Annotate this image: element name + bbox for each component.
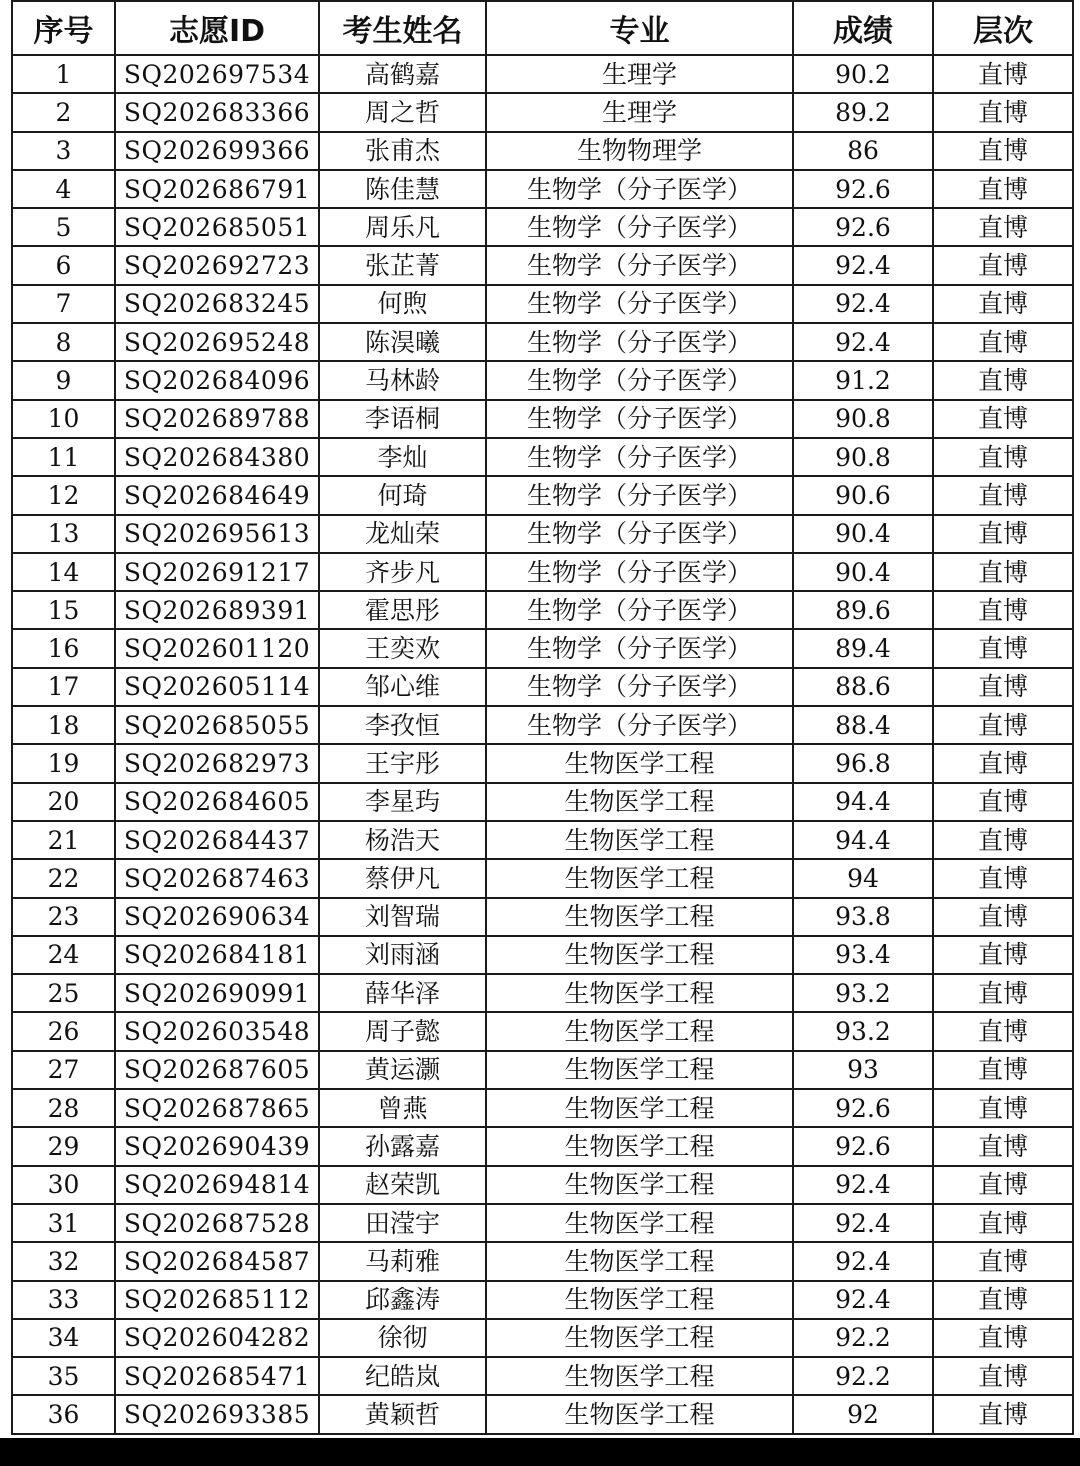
cell-level: 直博 — [933, 1089, 1073, 1127]
cell-application-id: SQ202694814 — [115, 1166, 319, 1204]
cell-application-id: SQ202683245 — [115, 285, 319, 323]
cell-score: 92.4 — [793, 285, 933, 323]
table-row — [12, 323, 1073, 361]
cell-score: 89.6 — [793, 591, 933, 629]
cell-level: 直博 — [933, 553, 1073, 591]
cell-index: 18 — [12, 706, 115, 744]
cell-index: 21 — [12, 821, 115, 859]
cell-score: 96.8 — [793, 744, 933, 782]
cell-candidate-name: 李星玙 — [319, 783, 486, 821]
table-row — [12, 898, 1073, 936]
cell-level: 直博 — [933, 1395, 1073, 1433]
cell-level: 直博 — [933, 1357, 1073, 1395]
cell-score: 93.4 — [793, 936, 933, 974]
cell-candidate-name: 张芷菁 — [319, 246, 486, 284]
cell-application-id: SQ202695613 — [115, 515, 319, 553]
cell-score: 86 — [793, 132, 933, 170]
cell-major: 生物医学工程 — [486, 1012, 793, 1050]
admission-table-sheet — [11, 0, 1072, 1435]
table-row — [12, 1242, 1073, 1280]
cell-score: 92.4 — [793, 246, 933, 284]
cell-major: 生物学（分子医学） — [486, 208, 793, 246]
cell-level: 直博 — [933, 591, 1073, 629]
cell-score: 94.4 — [793, 821, 933, 859]
cell-major: 生物医学工程 — [486, 1089, 793, 1127]
table-row — [12, 515, 1073, 553]
cell-index: 29 — [12, 1127, 115, 1165]
header-level: 层次 — [933, 1, 1073, 55]
cell-application-id: SQ202685055 — [115, 706, 319, 744]
cell-level: 直博 — [933, 936, 1073, 974]
cell-application-id: SQ202685471 — [115, 1357, 319, 1395]
cell-level: 直博 — [933, 476, 1073, 514]
cell-major: 生物医学工程 — [486, 783, 793, 821]
cell-candidate-name: 周之哲 — [319, 93, 486, 131]
cell-candidate-name: 高鹤嘉 — [319, 55, 486, 93]
table-row — [12, 936, 1073, 974]
cell-index: 17 — [12, 668, 115, 706]
table-row — [12, 1395, 1073, 1433]
cell-level: 直博 — [933, 55, 1073, 93]
cell-candidate-name: 何煦 — [319, 285, 486, 323]
table-row — [12, 1089, 1073, 1127]
cell-application-id: SQ202690634 — [115, 898, 319, 936]
table-row — [12, 553, 1073, 591]
cell-index: 32 — [12, 1242, 115, 1280]
cell-level: 直博 — [933, 515, 1073, 553]
cell-application-id: SQ202687463 — [115, 859, 319, 897]
cell-index: 8 — [12, 323, 115, 361]
table-row — [12, 629, 1073, 667]
cell-level: 直博 — [933, 285, 1073, 323]
cell-index: 5 — [12, 208, 115, 246]
cell-candidate-name: 陈佳慧 — [319, 170, 486, 208]
cell-score: 92.2 — [793, 1357, 933, 1395]
cell-index: 13 — [12, 515, 115, 553]
cell-level: 直博 — [933, 170, 1073, 208]
table-row — [12, 476, 1073, 514]
table-row — [12, 1319, 1073, 1357]
table-row — [12, 1281, 1073, 1319]
cell-level: 直博 — [933, 821, 1073, 859]
cell-application-id: SQ202605114 — [115, 668, 319, 706]
cell-index: 6 — [12, 246, 115, 284]
cell-level: 直博 — [933, 859, 1073, 897]
cell-major: 生物学（分子医学） — [486, 285, 793, 323]
cell-candidate-name: 马莉雅 — [319, 1242, 486, 1280]
table-row — [12, 132, 1073, 170]
cell-major: 生物医学工程 — [486, 821, 793, 859]
cell-application-id: SQ202684096 — [115, 361, 319, 399]
table-row — [12, 1357, 1073, 1395]
cell-score: 92.4 — [793, 1204, 933, 1242]
admission-table — [11, 0, 1074, 1435]
cell-application-id: SQ202691217 — [115, 553, 319, 591]
cell-candidate-name: 龙灿荣 — [319, 515, 486, 553]
cell-index: 14 — [12, 553, 115, 591]
cell-candidate-name: 王奕欢 — [319, 629, 486, 667]
cell-candidate-name: 薛华泽 — [319, 974, 486, 1012]
cell-index: 34 — [12, 1319, 115, 1357]
cell-score: 90.4 — [793, 553, 933, 591]
cell-score: 88.6 — [793, 668, 933, 706]
cell-major: 生物学（分子医学） — [486, 515, 793, 553]
cell-major: 生物物理学 — [486, 132, 793, 170]
cell-score: 92.2 — [793, 1319, 933, 1357]
table-row — [12, 285, 1073, 323]
cell-candidate-name: 田滢宇 — [319, 1204, 486, 1242]
cell-index: 23 — [12, 898, 115, 936]
cell-candidate-name: 徐彻 — [319, 1319, 486, 1357]
cell-candidate-name: 陈淏曦 — [319, 323, 486, 361]
cell-index: 35 — [12, 1357, 115, 1395]
table-row — [12, 783, 1073, 821]
table-row — [12, 246, 1073, 284]
table-row — [12, 208, 1073, 246]
cell-index: 1 — [12, 55, 115, 93]
cell-application-id: SQ202687605 — [115, 1051, 319, 1089]
cell-candidate-name: 周乐凡 — [319, 208, 486, 246]
cell-application-id: SQ202601120 — [115, 629, 319, 667]
cell-major: 生理学 — [486, 55, 793, 93]
cell-score: 90.4 — [793, 515, 933, 553]
cell-major: 生物医学工程 — [486, 744, 793, 782]
table-row — [12, 821, 1073, 859]
cell-candidate-name: 孙露嘉 — [319, 1127, 486, 1165]
cell-application-id: SQ202684380 — [115, 438, 319, 476]
cell-score: 93.2 — [793, 1012, 933, 1050]
cell-major: 生物医学工程 — [486, 1051, 793, 1089]
cell-application-id: SQ202690991 — [115, 974, 319, 1012]
table-row — [12, 744, 1073, 782]
cell-score: 90.8 — [793, 400, 933, 438]
header-major: 专业 — [486, 1, 793, 55]
cell-index: 30 — [12, 1166, 115, 1204]
cell-level: 直博 — [933, 400, 1073, 438]
cell-major: 生物学（分子医学） — [486, 400, 793, 438]
table-row — [12, 859, 1073, 897]
table-header-row — [12, 1, 1073, 55]
cell-major: 生物医学工程 — [486, 1281, 793, 1319]
cell-application-id: SQ202684649 — [115, 476, 319, 514]
cell-score: 92 — [793, 1395, 933, 1433]
table-row — [12, 591, 1073, 629]
cell-score: 91.2 — [793, 361, 933, 399]
cell-level: 直博 — [933, 706, 1073, 744]
cell-index: 16 — [12, 629, 115, 667]
cell-application-id: SQ202682973 — [115, 744, 319, 782]
cell-major: 生物学（分子医学） — [486, 438, 793, 476]
cell-level: 直博 — [933, 1166, 1073, 1204]
cell-level: 直博 — [933, 1281, 1073, 1319]
cell-index: 36 — [12, 1395, 115, 1433]
cell-index: 10 — [12, 400, 115, 438]
header-candidate-name: 考生姓名 — [319, 1, 486, 55]
cell-application-id: SQ202684605 — [115, 783, 319, 821]
cell-application-id: SQ202692723 — [115, 246, 319, 284]
cell-candidate-name: 黄运灏 — [319, 1051, 486, 1089]
cell-score: 92.6 — [793, 1089, 933, 1127]
cell-level: 直博 — [933, 668, 1073, 706]
cell-score: 93.2 — [793, 974, 933, 1012]
cell-candidate-name: 齐步凡 — [319, 553, 486, 591]
bottom-bar — [0, 1438, 1080, 1466]
cell-level: 直博 — [933, 783, 1073, 821]
table-row — [12, 170, 1073, 208]
cell-level: 直博 — [933, 1051, 1073, 1089]
cell-major: 生物医学工程 — [486, 974, 793, 1012]
cell-candidate-name: 邱鑫涛 — [319, 1281, 486, 1319]
cell-score: 93 — [793, 1051, 933, 1089]
cell-major: 生物医学工程 — [486, 1395, 793, 1433]
cell-application-id: SQ202686791 — [115, 170, 319, 208]
cell-application-id: SQ202687865 — [115, 1089, 319, 1127]
cell-application-id: SQ202689391 — [115, 591, 319, 629]
cell-score: 92.4 — [793, 1166, 933, 1204]
cell-index: 20 — [12, 783, 115, 821]
cell-major: 生物医学工程 — [486, 1166, 793, 1204]
cell-score: 90.6 — [793, 476, 933, 514]
cell-level: 直博 — [933, 246, 1073, 284]
table-body — [12, 55, 1073, 1434]
cell-index: 15 — [12, 591, 115, 629]
cell-major: 生物学（分子医学） — [486, 553, 793, 591]
cell-index: 25 — [12, 974, 115, 1012]
cell-application-id: SQ202689788 — [115, 400, 319, 438]
cell-candidate-name: 李语桐 — [319, 400, 486, 438]
cell-score: 93.8 — [793, 898, 933, 936]
cell-index: 24 — [12, 936, 115, 974]
cell-index: 31 — [12, 1204, 115, 1242]
cell-major: 生物医学工程 — [486, 1204, 793, 1242]
cell-application-id: SQ202685112 — [115, 1281, 319, 1319]
cell-level: 直博 — [933, 93, 1073, 131]
cell-application-id: SQ202695248 — [115, 323, 319, 361]
cell-application-id: SQ202697534 — [115, 55, 319, 93]
cell-major: 生物医学工程 — [486, 898, 793, 936]
cell-index: 27 — [12, 1051, 115, 1089]
cell-candidate-name: 纪皓岚 — [319, 1357, 486, 1395]
cell-candidate-name: 张甫杰 — [319, 132, 486, 170]
cell-level: 直博 — [933, 898, 1073, 936]
cell-major: 生物医学工程 — [486, 1242, 793, 1280]
cell-level: 直博 — [933, 1319, 1073, 1357]
cell-score: 92.4 — [793, 1281, 933, 1319]
cell-score: 94.4 — [793, 783, 933, 821]
cell-level: 直博 — [933, 1204, 1073, 1242]
cell-application-id: SQ202699366 — [115, 132, 319, 170]
cell-application-id: SQ202603548 — [115, 1012, 319, 1050]
cell-index: 9 — [12, 361, 115, 399]
cell-application-id: SQ202685051 — [115, 208, 319, 246]
cell-major: 生物学（分子医学） — [486, 706, 793, 744]
table-row — [12, 93, 1073, 131]
cell-index: 22 — [12, 859, 115, 897]
table-row — [12, 361, 1073, 399]
cell-major: 生物医学工程 — [486, 1127, 793, 1165]
cell-level: 直博 — [933, 323, 1073, 361]
cell-major: 生物医学工程 — [486, 859, 793, 897]
cell-application-id: SQ202683366 — [115, 93, 319, 131]
cell-candidate-name: 李灿 — [319, 438, 486, 476]
cell-application-id: SQ202604282 — [115, 1319, 319, 1357]
cell-major: 生物学（分子医学） — [486, 170, 793, 208]
table-row — [12, 1051, 1073, 1089]
cell-index: 33 — [12, 1281, 115, 1319]
cell-level: 直博 — [933, 132, 1073, 170]
cell-level: 直博 — [933, 438, 1073, 476]
cell-level: 直博 — [933, 1012, 1073, 1050]
cell-index: 26 — [12, 1012, 115, 1050]
cell-candidate-name: 黄颖哲 — [319, 1395, 486, 1433]
cell-major: 生物医学工程 — [486, 1319, 793, 1357]
header-index: 序号 — [12, 1, 115, 55]
cell-index: 19 — [12, 744, 115, 782]
cell-candidate-name: 杨浩天 — [319, 821, 486, 859]
cell-score: 92.4 — [793, 1242, 933, 1280]
cell-level: 直博 — [933, 629, 1073, 667]
cell-index: 4 — [12, 170, 115, 208]
cell-candidate-name: 曾燕 — [319, 1089, 486, 1127]
cell-candidate-name: 王宇彤 — [319, 744, 486, 782]
table-row — [12, 1166, 1073, 1204]
cell-major: 生物学（分子医学） — [486, 476, 793, 514]
cell-candidate-name: 李孜恒 — [319, 706, 486, 744]
cell-major: 生物学（分子医学） — [486, 668, 793, 706]
table-row — [12, 438, 1073, 476]
cell-score: 90.8 — [793, 438, 933, 476]
table-row — [12, 55, 1073, 93]
cell-index: 3 — [12, 132, 115, 170]
cell-major: 生物学（分子医学） — [486, 591, 793, 629]
cell-candidate-name: 蔡伊凡 — [319, 859, 486, 897]
cell-index: 7 — [12, 285, 115, 323]
cell-candidate-name: 刘智瑞 — [319, 898, 486, 936]
table-row — [12, 706, 1073, 744]
cell-level: 直博 — [933, 974, 1073, 1012]
cell-level: 直博 — [933, 1127, 1073, 1165]
cell-score: 92.6 — [793, 1127, 933, 1165]
cell-score: 94 — [793, 859, 933, 897]
cell-major: 生物医学工程 — [486, 1357, 793, 1395]
cell-level: 直博 — [933, 744, 1073, 782]
cell-score: 89.4 — [793, 629, 933, 667]
cell-candidate-name: 周子懿 — [319, 1012, 486, 1050]
cell-application-id: SQ202684437 — [115, 821, 319, 859]
table-row — [12, 1012, 1073, 1050]
cell-level: 直博 — [933, 208, 1073, 246]
cell-application-id: SQ202684181 — [115, 936, 319, 974]
cell-score: 88.4 — [793, 706, 933, 744]
cell-candidate-name: 邹心维 — [319, 668, 486, 706]
cell-index: 12 — [12, 476, 115, 514]
cell-score: 90.2 — [793, 55, 933, 93]
cell-candidate-name: 霍思彤 — [319, 591, 486, 629]
cell-major: 生物学（分子医学） — [486, 361, 793, 399]
cell-major: 生物医学工程 — [486, 936, 793, 974]
cell-candidate-name: 马林龄 — [319, 361, 486, 399]
cell-score: 92.4 — [793, 323, 933, 361]
cell-application-id: SQ202687528 — [115, 1204, 319, 1242]
cell-candidate-name: 赵荣凯 — [319, 1166, 486, 1204]
cell-major: 生物学（分子医学） — [486, 246, 793, 284]
table-row — [12, 1127, 1073, 1165]
table-row — [12, 668, 1073, 706]
cell-level: 直博 — [933, 361, 1073, 399]
cell-candidate-name: 刘雨涵 — [319, 936, 486, 974]
cell-score: 92.6 — [793, 170, 933, 208]
cell-score: 92.6 — [793, 208, 933, 246]
cell-index: 2 — [12, 93, 115, 131]
cell-candidate-name: 何琦 — [319, 476, 486, 514]
header-application-id: 志愿ID — [115, 1, 319, 55]
header-score: 成绩 — [793, 1, 933, 55]
cell-level: 直博 — [933, 1242, 1073, 1280]
cell-major: 生理学 — [486, 93, 793, 131]
table-row — [12, 974, 1073, 1012]
cell-application-id: SQ202684587 — [115, 1242, 319, 1280]
cell-index: 28 — [12, 1089, 115, 1127]
cell-major: 生物学（分子医学） — [486, 629, 793, 667]
table-row — [12, 400, 1073, 438]
table-row — [12, 1204, 1073, 1242]
cell-score: 89.2 — [793, 93, 933, 131]
cell-index: 11 — [12, 438, 115, 476]
cell-application-id: SQ202690439 — [115, 1127, 319, 1165]
cell-application-id: SQ202693385 — [115, 1395, 319, 1433]
cell-major: 生物学（分子医学） — [486, 323, 793, 361]
